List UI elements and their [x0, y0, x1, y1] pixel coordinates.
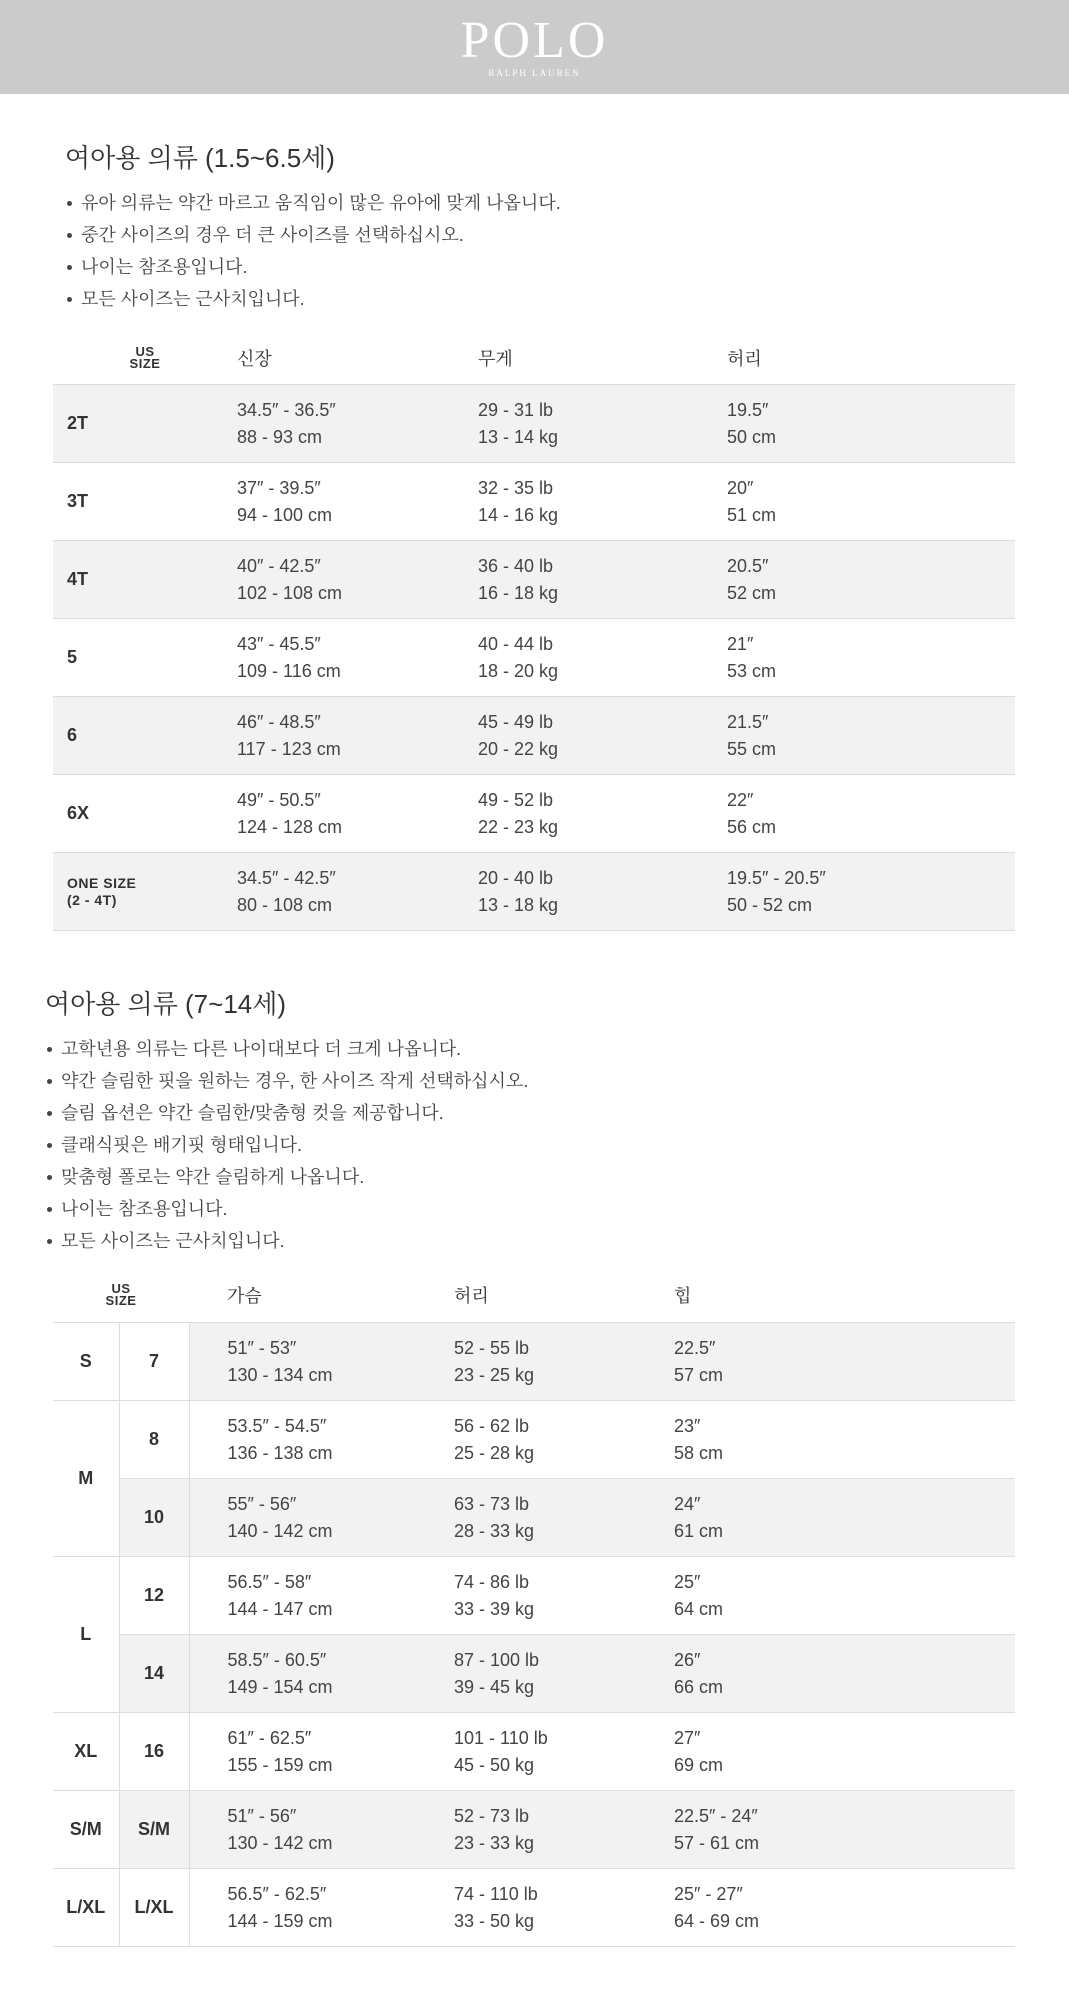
hip-cell: 26″ 66 cm	[636, 1635, 1015, 1713]
hip-cell: 22.5″ - 24″ 57 - 61 cm	[636, 1791, 1015, 1869]
height-cell: 46″ - 48.5″ 117 - 123 cm	[237, 711, 341, 759]
size-group-cell: L/XL	[53, 1869, 119, 1947]
us-size-header-line1: US	[135, 344, 155, 359]
chest-cell: 58.5″ - 60.5″ 149 - 154 cm	[189, 1635, 416, 1713]
table-row	[53, 1635, 1015, 1713]
waist-cell: 22″ 56 cm	[727, 789, 777, 837]
brand-header	[0, 0, 1069, 94]
notes-list	[65, 187, 1069, 315]
brand-logo-subtitle: RALPH LAUREN	[488, 68, 581, 78]
chest-cell: 56.5″ - 62.5″ 144 - 159 cm	[189, 1869, 416, 1947]
chest-cell: 51″ - 56″ 130 - 142 cm	[189, 1791, 416, 1869]
table-row	[53, 385, 1015, 463]
height-cell: 49″ - 50.5″ 124 - 128 cm	[237, 789, 343, 837]
hip-cell: 22.5″ 57 cm	[636, 1323, 1015, 1401]
size-cell: ONE SIZE (2 - 4T)	[67, 874, 137, 908]
size-cell: 6X	[67, 803, 90, 823]
table-header-row	[53, 326, 1015, 385]
waist-cell: 19.5″ 50 cm	[727, 399, 777, 447]
waist-cell: 19.5″ - 20.5″ 50 - 52 cm	[727, 867, 826, 915]
chest-cell: 56.5″ - 58″ 144 - 147 cm	[189, 1557, 416, 1635]
chest-cell: 53.5″ - 54.5″ 136 - 138 cm	[189, 1401, 416, 1479]
note-item: 유아 의류는 약간 마르고 움직임이 많은 유아에 맞게 나옵니다.	[65, 187, 1069, 219]
height-cell: 40″ - 42.5″ 102 - 108 cm	[237, 555, 343, 603]
weight-cell: 32 - 35 lb 14 - 16 kg	[478, 477, 559, 525]
size-number-cell: 10	[119, 1479, 189, 1557]
waist-cell: 87 - 100 lb 39 - 45 kg	[416, 1635, 636, 1713]
weight-cell: 20 - 40 lb 13 - 18 kg	[478, 867, 559, 915]
size-group-cell: M	[53, 1401, 119, 1557]
table-row	[53, 775, 1015, 853]
waist-cell: 74 - 86 lb 33 - 39 kg	[416, 1557, 636, 1635]
size-cell: 5	[67, 647, 78, 667]
waist-cell: 20″ 51 cm	[727, 477, 777, 525]
hip-cell: 23″ 58 cm	[636, 1401, 1015, 1479]
table-row	[53, 1401, 1015, 1479]
height-cell: 37″ - 39.5″ 94 - 100 cm	[237, 477, 333, 525]
size-section-girls	[0, 984, 1069, 1931]
table-header-row	[53, 1268, 1015, 1323]
size-cell: 4T	[67, 569, 89, 589]
note-item: 클래식핏은 배기핏 형태입니다.	[45, 1129, 1069, 1161]
waist-cell: 21.5″ 55 cm	[727, 711, 777, 759]
section-title: 여아용 의류 (7~14세)	[45, 989, 287, 1019]
table-row	[53, 1713, 1015, 1791]
chest-cell: 55″ - 56″ 140 - 142 cm	[189, 1479, 416, 1557]
size-cell: 3T	[67, 491, 89, 511]
size-number-cell: 14	[119, 1635, 189, 1713]
us-size-header	[53, 1268, 189, 1323]
table-row	[53, 1479, 1015, 1557]
us-size-header-line2: SIZE	[105, 1293, 137, 1308]
note-item: 중간 사이즈의 경우 더 큰 사이즈를 선택하십시오.	[65, 219, 1069, 251]
table-row	[53, 1791, 1015, 1869]
size-cell: 6	[67, 725, 78, 745]
chest-header: 가슴	[189, 1268, 416, 1323]
hip-cell: 25″ - 27″ 64 - 69 cm	[636, 1869, 1015, 1947]
height-cell: 43″ - 45.5″ 109 - 116 cm	[237, 633, 341, 681]
table-row	[53, 1323, 1015, 1401]
notes-list	[45, 1033, 1069, 1257]
waist-cell: 21″ 53 cm	[727, 633, 777, 681]
section-title: 여아용 의류 (1.5~6.5세)	[65, 143, 335, 173]
table-row	[53, 619, 1015, 697]
brand-logo: POLO	[460, 12, 609, 69]
us-size-header-line2: SIZE	[129, 356, 161, 371]
waist-cell: 63 - 73 lb 28 - 33 kg	[416, 1479, 636, 1557]
size-cell: 2T	[67, 413, 89, 433]
table-row	[53, 697, 1015, 775]
size-number-cell: 16	[119, 1713, 189, 1791]
size-group-cell: S/M	[53, 1791, 119, 1869]
size-group-cell: XL	[53, 1713, 119, 1791]
hip-cell: 25″ 64 cm	[636, 1557, 1015, 1635]
table-row	[53, 463, 1015, 541]
size-table	[53, 326, 1015, 931]
height-header: 신장	[237, 326, 478, 385]
chest-cell: 61″ - 62.5″ 155 - 159 cm	[189, 1713, 416, 1791]
height-cell: 34.5″ - 42.5″ 80 - 108 cm	[237, 867, 336, 915]
size-number-cell: S/M	[119, 1791, 189, 1869]
table-row	[53, 1557, 1015, 1635]
hip-cell: 24″ 61 cm	[636, 1479, 1015, 1557]
waist-header: 허리	[416, 1268, 636, 1323]
note-item: 나이는 참조용입니다.	[65, 251, 1069, 283]
size-number-cell: 8	[119, 1401, 189, 1479]
size-group-cell: L	[53, 1557, 119, 1713]
waist-header: 허리	[727, 326, 1015, 385]
weight-cell: 29 - 31 lb 13 - 14 kg	[478, 399, 559, 447]
size-number-cell: 12	[119, 1557, 189, 1635]
weight-cell: 45 - 49 lb 20 - 22 kg	[478, 711, 559, 759]
waist-cell: 52 - 55 lb 23 - 25 kg	[416, 1323, 636, 1401]
note-item: 약간 슬림한 핏을 원하는 경우, 한 사이즈 작게 선택하십시오.	[45, 1065, 1069, 1097]
weight-cell: 49 - 52 lb 22 - 23 kg	[478, 789, 559, 837]
waist-cell: 20.5″ 52 cm	[727, 555, 777, 603]
size-number-cell: L/XL	[119, 1869, 189, 1947]
hip-cell: 27″ 69 cm	[636, 1713, 1015, 1791]
hip-header: 힙	[636, 1268, 1015, 1323]
note-item: 모든 사이즈는 근사치입니다.	[45, 1225, 1069, 1257]
note-item: 맞춤형 폴로는 약간 슬림하게 나옵니다.	[45, 1161, 1069, 1193]
size-number-cell: 7	[119, 1323, 189, 1401]
waist-cell: 74 - 110 lb 33 - 50 kg	[416, 1869, 636, 1947]
us-size-header-line1: US	[111, 1281, 131, 1296]
weight-cell: 36 - 40 lb 16 - 18 kg	[478, 555, 559, 603]
table-row	[53, 853, 1015, 931]
waist-cell: 56 - 62 lb 25 - 28 kg	[416, 1401, 636, 1479]
note-item: 슬림 옵션은 약간 슬림한/맞춤형 컷을 제공합니다.	[45, 1097, 1069, 1129]
height-cell: 34.5″ - 36.5″ 88 - 93 cm	[237, 399, 336, 447]
note-item: 모든 사이즈는 근사치입니다.	[65, 283, 1069, 315]
weight-header: 무게	[478, 326, 727, 385]
table-row	[53, 1869, 1015, 1947]
size-group-cell: S	[53, 1323, 119, 1401]
waist-cell: 101 - 110 lb 45 - 50 kg	[416, 1713, 636, 1791]
note-item: 나이는 참조용입니다.	[45, 1193, 1069, 1225]
table-row	[53, 541, 1015, 619]
size-section-toddler	[0, 138, 1069, 915]
weight-cell: 40 - 44 lb 18 - 20 kg	[478, 633, 559, 681]
size-table	[53, 1268, 1015, 1947]
waist-cell: 52 - 73 lb 23 - 33 kg	[416, 1791, 636, 1869]
chest-cell: 51″ - 53″ 130 - 134 cm	[189, 1323, 416, 1401]
note-item: 고학년용 의류는 다른 나이대보다 더 크게 나옵니다.	[45, 1033, 1069, 1065]
us-size-header	[53, 326, 237, 385]
